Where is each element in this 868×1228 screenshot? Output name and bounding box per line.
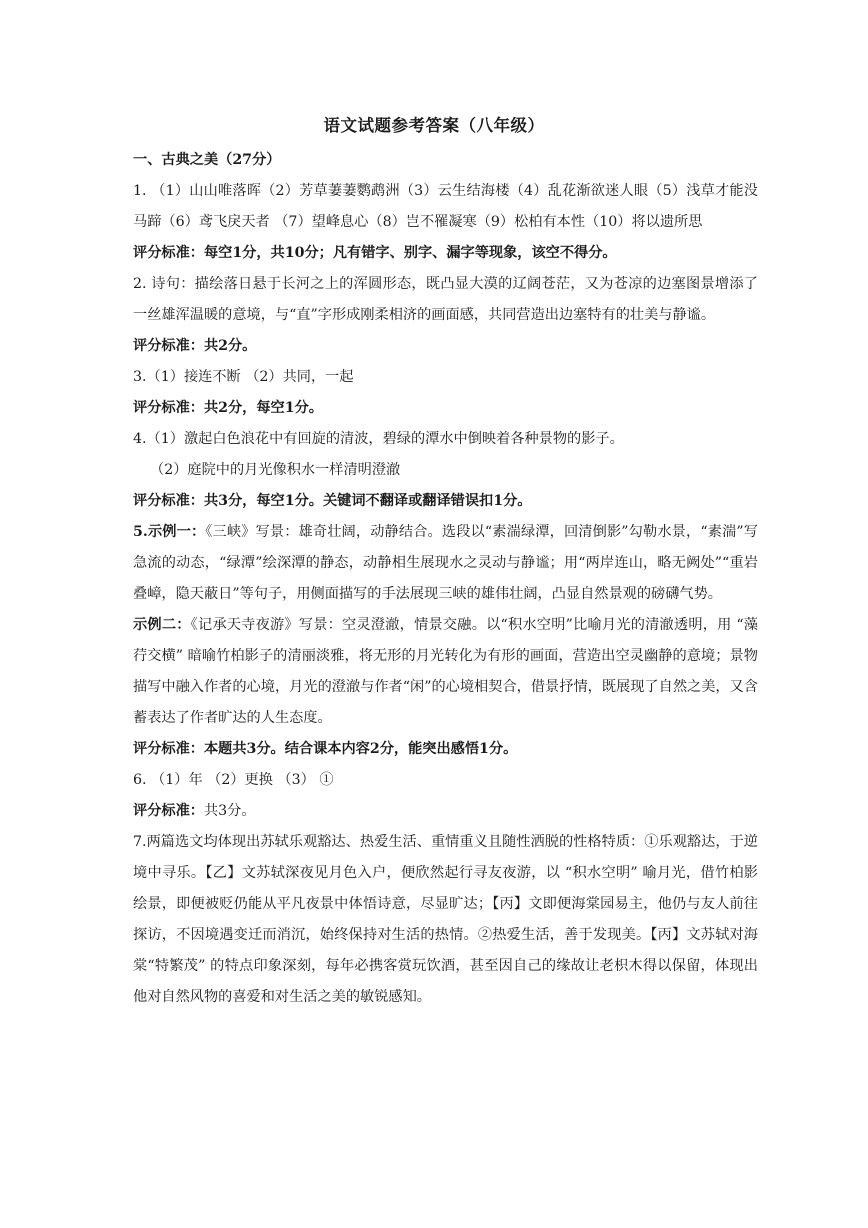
q3-scoring: 评分标准：共2分，每空1分。 xyxy=(133,400,323,416)
q7-answer: 7.两篇选文均体现出苏轼乐观豁达、热爱生活、重情重义且随性洒脱的性格特质：①乐观豁达，于逆境中寻乐。【乙】文苏轼深夜见月色入户，便欣然起行寻友夜游，以 “积水空明” 喻月光，借竹柏影绘景，即便被贬仍能从平凡夜景中体悟诗意，尽显旷达；【丙】文即便海棠园易主，他仍与友人前往探访，不因境遇变迁而消沉，始终保持对生活的热情。②热爱生活，善于发现美。【丙】文苏轼对海棠“特繁茂” 的特点印象深刻，每年必携客赏玩饮酒，甚至因自己的缘故让老枳木得以保留，体现出他对自然风物的喜爱和对生活之美的敏锐感知。 xyxy=(133,834,758,1005)
q6-scoring xyxy=(133,796,758,827)
q1-answer: 1. （1）山山唯落晖（2）芳草萋萋鹦鹉洲（3）云生结海楼（4）乱花渐欲迷人眼（5）浅草才能没马蹄（6）鸢飞戾天者 （7）望峰息心（8）岂不罹凝寒（9）松柏有本性（10）将以遗所思 xyxy=(133,183,758,230)
answer-content xyxy=(133,145,758,1013)
q5-example-1 xyxy=(133,517,758,610)
q6-scoring-body: 共3分。 xyxy=(203,803,256,819)
q5-example-2 xyxy=(133,610,758,734)
section-heading: 一、古典之美（27分） xyxy=(133,152,281,168)
q3-answer: 3.（1）接连不断 （2）共同，一起 xyxy=(133,369,354,385)
q4-scoring: 评分标准：共3分，每空1分。关键词不翻译或翻译错误扣1分。 xyxy=(133,493,532,509)
q4-answer-1: 4.（1）激起白色浪花中有回旋的清波，碧绿的潭水中倒映着各种景物的影子。 xyxy=(133,431,624,447)
q1-scoring: 评分标准：每空1分，共10分；凡有错字、别字、漏字等现象，该空不得分。 xyxy=(133,245,617,261)
document-title: 语文试题参考答案（八年级） xyxy=(323,116,545,135)
q6-scoring-lead: 评分标准： xyxy=(133,803,204,819)
q6-answer: 6. （1）年 （2）更换 （3） ① xyxy=(133,772,334,788)
q5-scoring: 评分标准：本题共3分。结合课本内容2分，能突出感悟1分。 xyxy=(133,741,518,757)
q5-example-2-lead: 示例二： xyxy=(133,617,191,633)
q5-example-2-body: 《记承天寺夜游》写景：空灵澄澈，情景交融。以“积水空明”比喻月光的清澈透明，用 “藻荇交横” 暗喻竹柏影子的清丽淡雅，将无形的月光转化为有形的画面，营造出空灵幽静的意境；景物描写中融入作者的心境，月光的澄澈与作者“闲”的心境相契合，借景抒情，既展现了自然之美，又含蓄表达了作者旷达的人生态度。 xyxy=(133,617,758,726)
q5-example-1-lead: 5.示例一： xyxy=(133,524,206,540)
q5-example-1-body: 《三峡》写景：雄奇壮阔，动静结合。选段以“素湍绿潭，回清倒影”勾勒水景，“素湍”写急流的动态，“绿潭”绘深潭的静态，动静相生展现水之灵动与静谧；用“两岸连山，略无阙处”“重岩叠嶂，隐天蔽日”等句子，用侧面描写的手法展现三峡的雄伟壮阔，凸显自然景观的磅礴气势。 xyxy=(133,524,758,602)
q2-scoring: 评分标准：共2分。 xyxy=(133,338,257,354)
q4-answer-2: （2）庭院中的月光像积水一样清明澄澈 xyxy=(150,462,401,478)
q2-answer: 2. 诗句：描绘落日悬于长河之上的浑圆形态，既凸显大漠的辽阔苍茫，又为苍凉的边塞图景增添了一丝雄浑温暖的意境，与“直”字形成刚柔相济的画面感，共同营造出边塞特有的壮美与静谧。 xyxy=(133,276,758,323)
